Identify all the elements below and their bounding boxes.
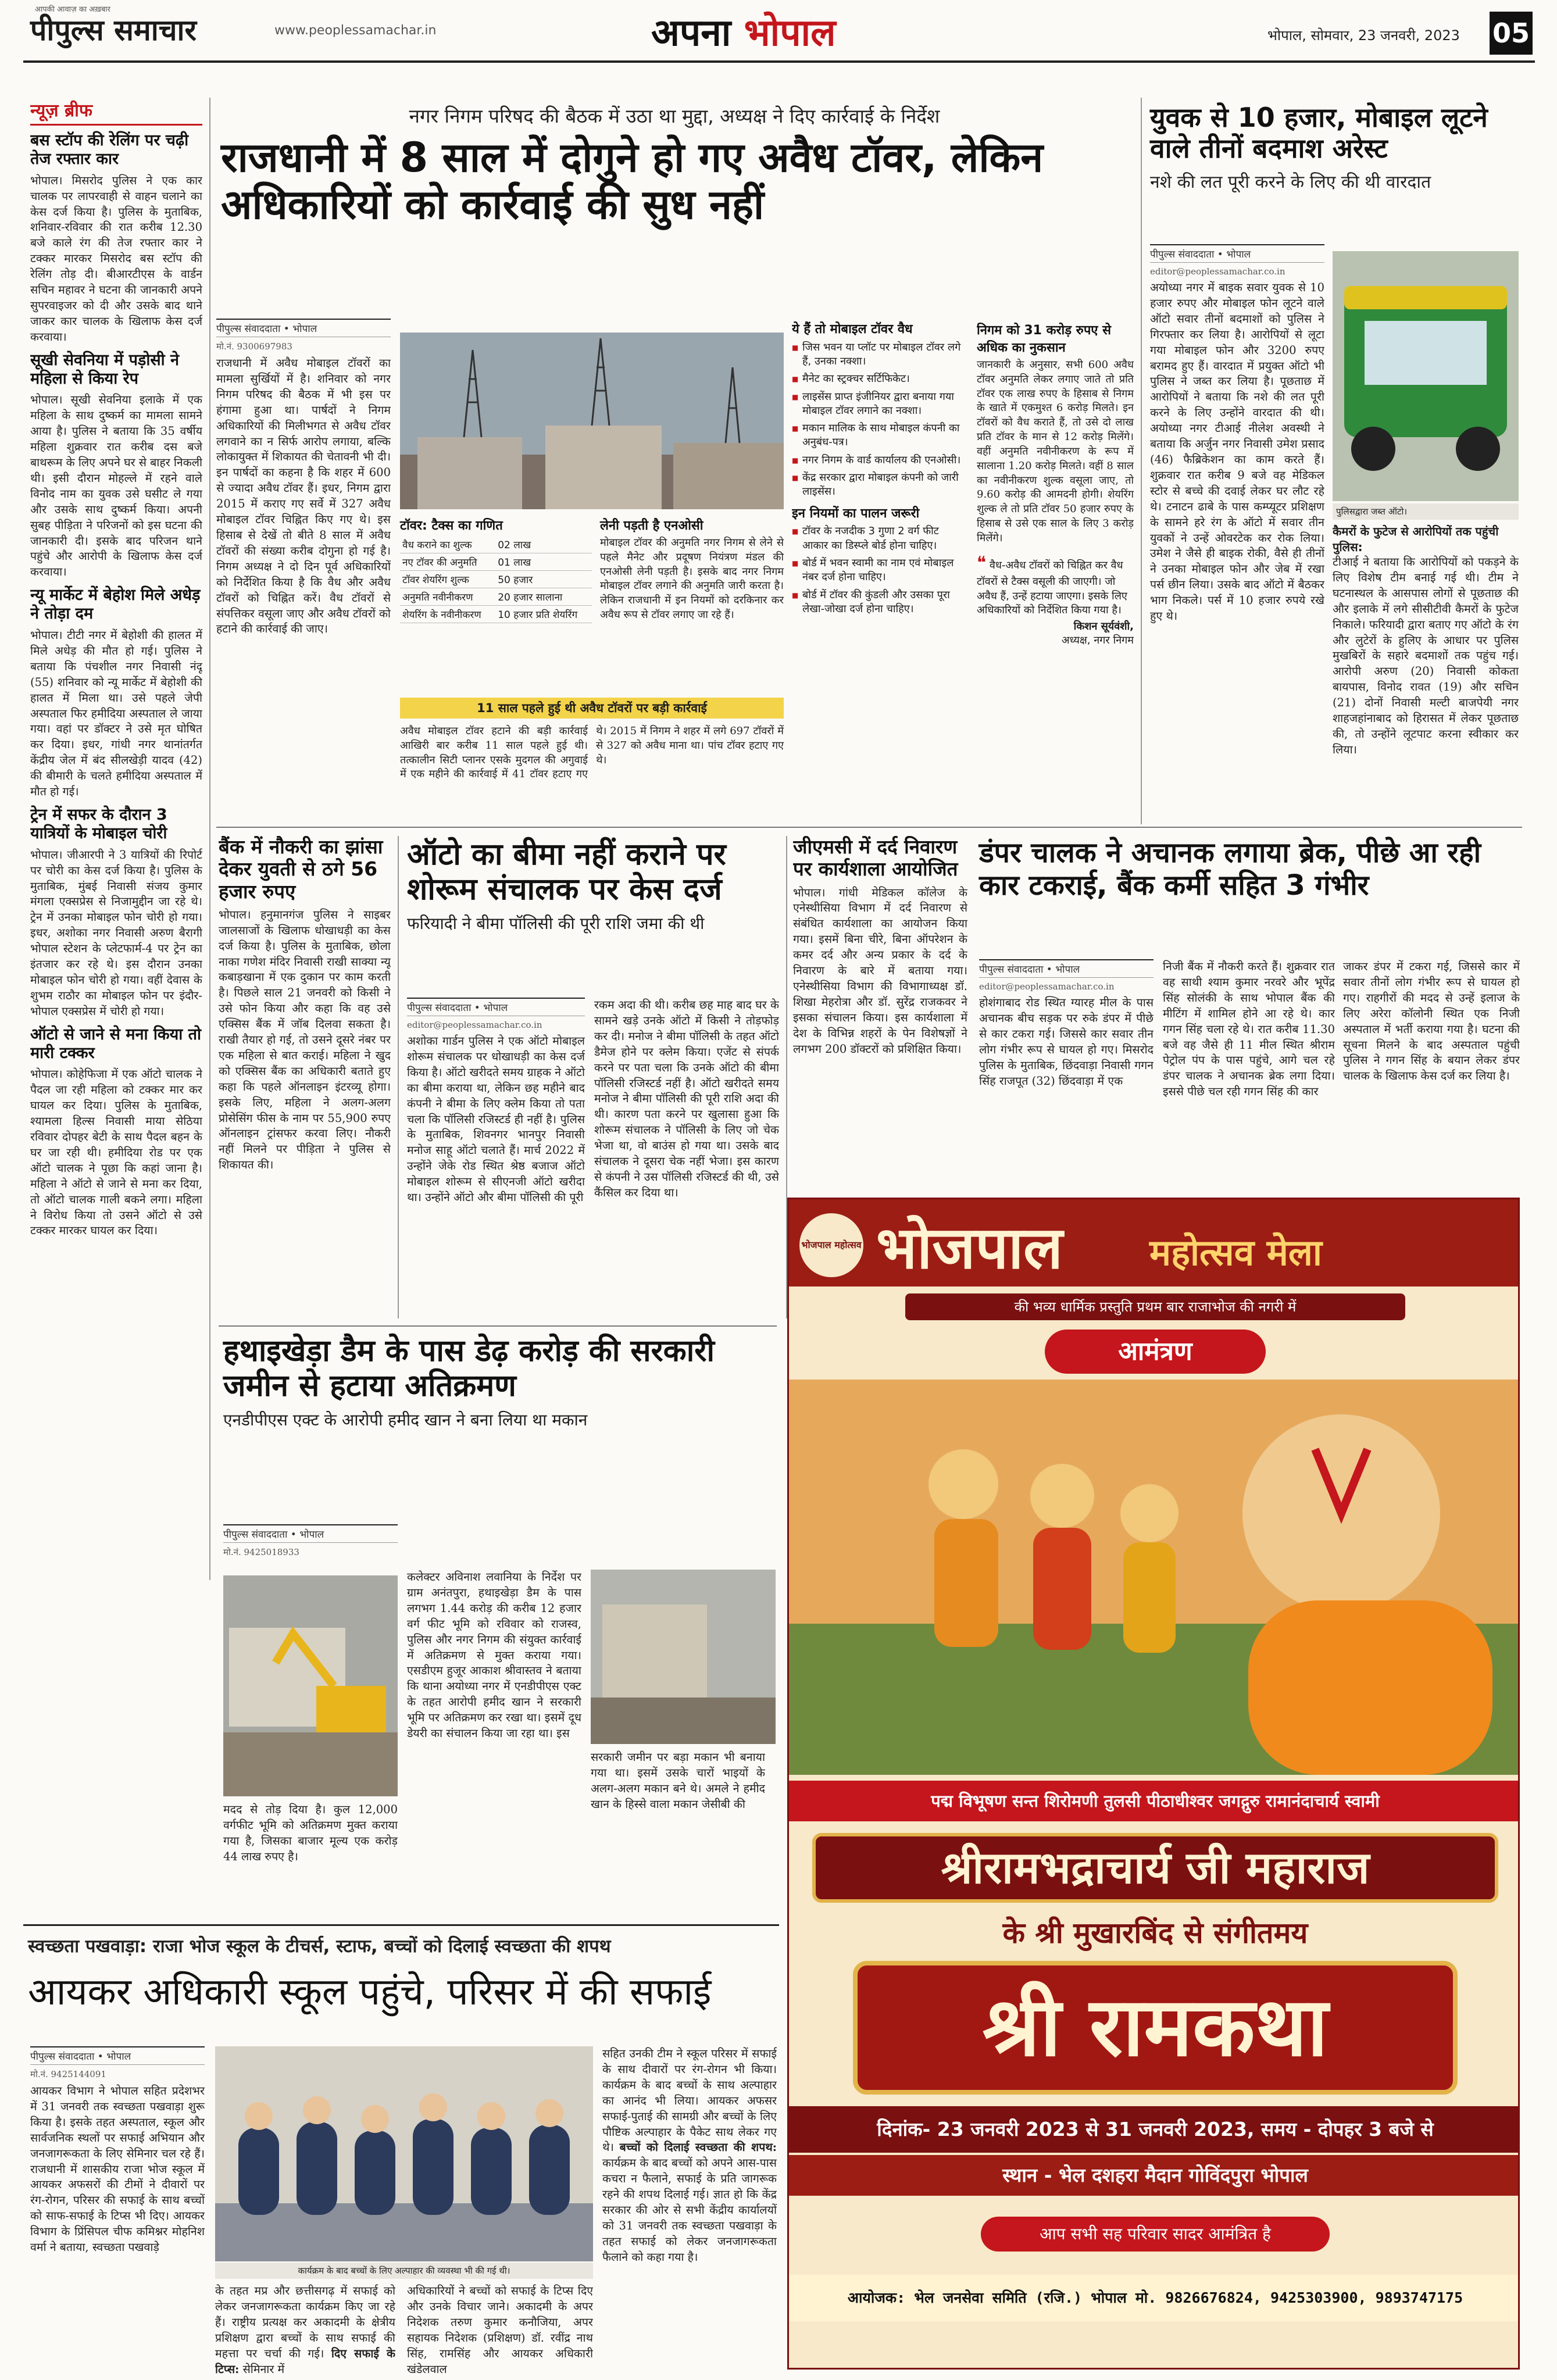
event-dates: दिनांक- 23 जनवरी 2023 से 31 जनवरी 2023, समय - दोपहर 3 बजे से [789,2106,1520,2153]
lead-kicker: नगर निगम परिषद की बैठक में उठा था मुद्दा, अध्यक्ष ने दिए कार्रवाई के निर्देश [409,105,940,127]
tax-item: शेयरिंग के नवीनीकरण [400,606,495,623]
ad-artwork [789,1380,1520,1775]
tax-table [400,536,592,623]
invite-badge: आमंत्रण [1045,1330,1266,1374]
rules-list [792,524,966,616]
list-item: ■ नगर निगम के वार्ड कार्यालय की एनओसी। [792,453,966,467]
school-col2 [215,2283,395,2377]
robbery-body-2: टीआई ने बताया कि आरोपियों को पकड़ने के लिए विशेष टीम बनाई गई थी। टीम ने घटनास्थल के आसपास लोगों से पूछताछ की और इलाके में लगे सीसीटीवी कैमरों के फुटेज निकाले। फरियादी द्वारा बताए गए ऑटो के रंग और लुटेरों के हुलिए के आधार पर पुलिस मुखबिरों के सहारे बदमाशों तक पहुंच गई। आरोपी अरुण (20) निवासी कोकता बायपास, विनोद रावत (19) और सचिन (21) दोनों निवासी मल्टी बाजपेयी नगर शाहजहांनाबाद को हिरासत में लेकर पूछताछ की, तो उन्होंने लूटपाट करना स्वीकार कर लिया। [1333,555,1519,756]
dumper-headline: डंपर चालक ने अचानक लगाया ब्रेक, पीछे आ रही कार टकराई, बैंक कर्मी सहित 3 गंभीर [979,837,1481,902]
insurance-body-2: रकम अदा की थी। करीब छह माह बाद घर के सामने खड़े उनके ऑटो में किसी ने तोड़फोड़ कर दी। मनोज ने बीमा पॉलिसी के तहत ऑटो डैमेज होने पर क्लेम किया। एजेंट से संपर्क करने पर पता चला कि उनके ऑटो की बीमा पॉलिसी रजिस्टर्ड नहीं है। ऑटो खरीदते समय मनोज ने बीमा पॉलिसी की पूरी राशि अदा की थी। कारण पता करने पर खुलासा हुआ कि शोरूम संचालक ने पॉलिसी के लिए जो चेक भेजा था, वो बाउंस हो गया था। उसके बाद संचालक ने दूसरा चेक नहीं भेजा। इस कारण से कंपनी ने उस पॉलिसी रजिस्टर्ड की थी, उसे कैंसिल कर दिया था। [594,998,779,1199]
robbery-body: अयोध्या नगर में बाइक सवार युवक से 10 हजार रुपए और मोबाइल फोन लूटने वाले ऑटो सवार तीनों बदमाशों को पुलिस ने गिरफ्तार कर लिया है। आरोपियों से लूटा गया मोबाइल फोन और 3200 रुपए बरामद हुए हैं। वारदात में प्रयुक्त ऑटो भी पुलिस ने जब्त कर लिया है। पूछताछ में आरोपियों ने बताया कि नशे की लत पूरी करने के लिए उन्होंने वारदात की थी। अयोध्या नगर टीआई नीलेश अवस्थी ने बताया कि अर्जुन नगर निवासी उमेश प्रसाद (46) फैब्रिकेशन का काम करते हैं। शुक्रवार रात करीब 9 बजे वह मेडिकल स्टोर से बच्चे की दवाई लेकर घर लौट रहे थे। टनाटन ढाबे के पास कम्प्यूटर प्रशिक्षण के सामने हरे रंग के ऑटो में सवार तीन युवकों ने उन्हें ओवरटेक कर रोक लिया। उमेश ने जैसे ही बाइक रोकी, वैसे ही तीनों ने उनका मोबाइल फोन और जेब में रखा पर्स छीन लिया। उसके बाद ऑटो में बैठकर भाग निकले। पर्स में 10 हजार रुपये रखे हुए थे। [1150,281,1324,623]
tax-item: टॉवर शेयरिंग शुल्क [400,571,495,588]
school-body-2b: सेमिनार में [242,2362,285,2376]
school-body-4 [602,2046,777,2265]
list-item: ■ मकान मालिक के साथ मोबाइल कंपनी का अनुबंध-पत्र। [792,421,966,450]
brief-body: भोपाल। सूखी सेवनिया इलाके में एक महिला के साथ दुष्कर्म का मामला सामने आया है। पुलिस ने बताया कि 35 वर्षीय महिला शुक्रवार रात करीब दस बजे बाथरूम के लिए अपने घर से बाहर निकली थी। इसी दौरान मोहल्ले में रहने वाले विनोद नाम का युवक उसे घसीट ले गया और उसके साथ दुष्कर्म किया। अपनी सुबह पीड़िता ने परिजनों को इस घटना की जानकारी दी। इसके बाद परिजन थाने पहुंचे और आरोपी के खिलाफ केस दर्ज करवाया। [30,393,202,579]
dam-col2 [407,1570,581,1930]
tax-box-title: टॉवर: टैक्स का गणित [400,519,503,533]
tax-value: 20 हजार सालाना [495,588,592,606]
reporter-mobile: मो.नं. 9425018933 [223,1547,299,1557]
brief-body: भोपाल। जीआरपी ने 3 यात्रियों की रिपोर्ट पर चोरी का केस दर्ज किया है। पुलिस के मुताबिक, मुंबई निवासी संजय कुमार मंगला एक्सप्रेस से निजामुद्दीन जा रहे थे। ट्रेन में उनका मोबाइल फोन चोरी हो गया। इधर, अशोका नगर निवासी अरुण बैरागी भोपाल स्टेशन के प्लेटफार्म-4 पर ट्रेन का इंतजार कर रहे थे। इस दौरान उनका मोबाइल फोन चोरी हो गया। वहीं देवास के शुभम राठौर का मोबाइल फोन पर इंदौर-भोपाल एक्सप्रेस में चोरी हो गया। [30,848,202,1018]
insurance-col2 [594,998,779,1323]
legal-list [792,341,966,499]
lead-body: राजधानी में अवैध मोबाइल टॉवरों का मामला सुर्खियों में है। शनिवार को नगर निगम परिषद की बैठक में भी इस पर हंगामा हुआ था। पार्षदों ने निगम अधिकारियों की मिलीभगत से अवैध टॉवर लगवाने का न सिर्फ आरोप लगाया, बल्कि लोकायुक्त में शिकायत की चेतावनी भी दी। इन पार्षदों का कहना है कि शहर में 600 से ज्यादा अवैध टॉवर हैं। इधर, निगम द्वारा 2015 में कराए गए सर्वे में 327 अवैध मोबाइल टॉवर चिह्नित किए गए थे। इस हिसाब से देखें तो बीते 8 साल में अवैध टॉवरों की संख्या करीब दोगुना हो गई है। निगम अध्यक्ष ने दो दिन पूर्व अधिकारियों को निर्देशित किया है कि वैध और अवैध टॉवरों को चिह्नित करें। वैध टॉवरों से संपत्तिकर वसूला जाए और अवैध टॉवरों को हटाने की कार्रवाई की जाए। [216,356,391,636]
school-body-3: अधिकारियों ने बच्चों को सफाई के टिप्स दिए और उनके विचार जाने। अकादमी के अपर निदेशक तरुण कुमार कनौजिया, अपर सहायक निदेशक (प्रशिक्षण) डॉ. रवींद्र नाथ सिंह, रामसिंह और आयकर अधिकारी खंडेलवाल [407,2284,593,2376]
dam-col4 [223,1802,398,1930]
ramkatha-advertisement[interactable] [787,1198,1520,2370]
job-headline: बैंक में नौकरी का झांसा देकर युवती से ठगे 56 हजार रुपए [219,836,383,903]
dumper-col1 [979,959,1154,1189]
family-invite: आप सभी सह परिवार सादर आमंत्रित है [981,2217,1330,2252]
banner-strip: 11 साल पहले हुई थी अवैध टॉवरों पर बड़ी कार्रवाई [400,698,784,719]
quote-icon: ❝ [977,552,987,573]
dam-body-3: मदद से तोड़ दिया है। कुल 12,000 वर्गफीट भूमि को अतिक्रमण मुक्त कराया गया है, जिसका बाजार मूल्य एक करोड़ 44 लाख रुपए है। [223,1803,398,1863]
event-venue: स्थान - भेल दशहरा मैदान गोविंदपुरा भोपाल [789,2155,1520,2196]
robbery-sub: नशे की लत पूरी करने के लिए की थी वारदात [1150,171,1431,192]
byline: पीपुल्स संवाददाता • भोपाल [216,319,391,337]
dumper-header [979,837,1520,902]
school-body-4b: कार्यक्रम के बाद बच्चों को अपने आस-पास कचरा न फैलाने, सफाई के प्रति जागरूक रहने की शपथ दिलाई गई। ज्ञात हो कि केंद्र सरकार की ओर से सभी केंद्रीय कार्यालयों को 31 जनवरी तक स्वच्छता पखवाड़ा के तहत सफाई को लेकर जनजागरूकता फैलाने को कहा गया है। [602,2156,777,2264]
loss-box [977,319,1134,819]
list-item: ■ बोर्ड में भवन स्वामी का नाम एवं मोबाइल नंबर दर्ज होना चाहिए। [792,556,966,585]
festival-logo: भोजपाल महोत्सव [799,1213,863,1277]
school-body-2 [215,2283,395,2377]
dam-col3 [591,1750,765,1866]
tower-photo [400,333,784,509]
school-group-illustration [215,2046,593,2261]
table-row [400,588,592,606]
ad-sub: की भव्य धार्मिक प्रस्तुति प्रथम बार राजाभोज की नगरी में [905,1293,1405,1320]
tax-value: 02 लाख [495,536,592,553]
section-rule [219,1325,777,1327]
lead-story-header [221,102,1128,228]
column-divider [398,836,399,1318]
page-number: 05 [1490,12,1533,55]
brief-headline: न्यू मार्केट में बेहोश मिले अधेड़ ने तोड़ा दम [30,586,201,623]
dam-body-2: सरकारी जमीन पर बड़ा मकान भी बनाया गया था। इसमें उसके चारों भाइयों के अलग-अलग मकान बने थे। अमले ने हमीद खान के हिस्से वाला मकान जेसीबी की [591,1750,765,1811]
insurance-body: अशोका गार्डन पुलिस ने एक ऑटो मोबाइल शोरूम संचालक पर धोखाधड़ी का केस दर्ज किया है। ऑटो खरीदते समय ग्राहक ने ऑटो का बीमा कराया था, लेकिन छह महीने बाद कंपनी ने बीमा के लिए क्लेम किया तो पता चला कि पॉलिसी रजिस्टर्ड ही नहीं है। पुलिस के मुताबिक, शिवनगर भानपुर निवासी मनोज साहू ऑटो चलाते हैं। मार्च 2022 में उन्होंने जेके रोड स्थित श्रेष्ठ बजाज ऑटो मोबाइल शोरूम से सीएनजी ऑटो खरीदा था। उन्होंने ऑटो और बीमा पॉलिसी की पूरी [407,1034,585,1205]
list-item: ■ केंद्र सरकार द्वारा मोबाइल कंपनी को जारी लाइसेंस। [792,471,966,499]
reporter-mobile: मो.नं. 9425144091 [30,2069,106,2079]
issue-date: भोपाल, सोमवार, 23 जनवरी, 2023 [1267,27,1460,44]
school-subhead: बच्चों को दिलाई स्वच्छता की शपथ: [619,2140,777,2154]
tax-item: वैध कराने का शुल्क [400,536,495,553]
brief-headline: सूखी सेवनिया में पड़ोसी ने महिला से किया रेप [30,351,179,388]
legal-box [792,319,966,819]
ad-title-2: महोत्सव मेला [1149,1231,1322,1274]
guru-name: श्रीरामभद्राचार्य जी महाराज [812,1833,1498,1903]
insurance-sub: फरियादी ने बीमा पॉलिसी की पूरी राशि जमा की थी [407,913,705,933]
news-brief-column [30,98,202,1580]
job-scam-story [219,836,391,1586]
section-title: अपना भोपाल [651,12,836,55]
masthead [23,0,1535,69]
noc-title: लेनी पड़ती है एनओसी [600,519,703,533]
quote-name: किशन सूर्यवंशी, [1073,620,1134,633]
gmc-story [793,836,967,1185]
loss-title: निगम को 31 करोड़ रुपए से अधिक का नुकसान [977,323,1112,355]
school-col4 [602,2046,777,2372]
demolition-photo-2 [591,1570,776,1744]
table-row [400,553,592,571]
table-row [400,606,592,623]
byline: पीपुल्स संवाददाता • भोपाल [30,2046,205,2065]
dam-sub: एनडीपीएस एक्ट के आरोपी हमीद खान ने बना लिया था मकान [223,1410,588,1430]
dam-headline: हथाइखेड़ा डैम के पास डेढ़ करोड़ की सरकारी जमीन से हटाया अतिक्रमण [223,1334,715,1404]
dam-body: कलेक्टर अविनाश लवानिया के निर्देश पर ग्राम अनंतपुरा, हथाइखेड़ा डैम के पास लगभग 1.44 करोड़ की करीब 12 हजार वर्ग फीट भूमि को रविवार को राजस्व, पुलिस और नगर निगम की संयुक्त कार्रवाई में अतिक्रमण से मुक्त कराया गया। एसडीएम हुजूर आकाश श्रीवास्तव ने बताया कि थाना अयोध्या नगर में एनडीपीएस एक्ट के तहत आरोपी हमीद खान ने सरकारी भूमि पर अतिक्रमण कर रखा था। इसमें दूध डेयरी का संचालन किया जा रहा था। इस [407,1570,581,1741]
reporter-email: editor@peoplessamachar.co.in [979,981,1115,992]
insurance-headline: ऑटो का बीमा नहीं कराने पर शोरूम संचालक पर केस दर्ज [407,837,726,907]
quote-block [977,552,1134,648]
demolition-illustration [223,1575,398,1796]
organizer-line: आयोजक: भेल जनसेवा समिति (रजि.) भोपाल मो. 9826676824, 9425303900, 9893747175 [789,2275,1520,2321]
tax-box [400,514,592,688]
robbery-header [1150,102,1522,193]
list-item: ■ टॉवर के नजदीक 3 गुणा 2 वर्ग फीट आकार का डिस्प्ले बोर्ड होना चाहिए। [792,524,966,553]
tax-value: 50 हजार [495,571,592,588]
robbery-subhead: कैमरों के फुटेज से आरोपियों तक पहुंची पुलिस: [1333,524,1499,554]
brief-headline: ऑटो से जाने से मना किया तो मारी टक्कर [30,1025,202,1062]
ramkatha-title: श्री रामकथा [853,1961,1458,2095]
robbery-headline: युवक से 10 हजार, मोबाइल लूटने वाले तीनों बदमाश अरेस्ट [1150,102,1488,165]
school-body-4-text: सहित उनकी टीम ने स्कूल परिसर में सफाई के साथ दीवारों पर रंग-रोगन भी किया। कार्यक्रम के बाद बच्चों के साथ अल्पाहार का आनंद भी लिया। आयकर अफसर सफाई-पुताई की सामग्री और बच्चों के लिए पौष्टिक अल्पाहार के पैकेट साथ लेकर गए थे। [602,2047,777,2154]
loss-body: जानकारी के अनुसार, सभी 600 अवैध टॉवर अनुमति लेकर लगाए जाते तो प्रति टॉवर एक लाख रुपए के हिसाब से निगम के खाते में एकमुश्त 6 करोड़ मिलते। इन टॉवरों को वैध कराते हैं, तो उसे दो लाख प्रति टॉवर के मान से 12 करोड़ मिलेंगे। वहीं अनुमति नवीनीकरण के रूप में सालाना 1.20 करोड़ मिलते। वहीं 8 साल का नवीनीकरण शुल्क वसूला जाए, तो 9.60 करोड़ की आमदनी होगी। शेयरिंग शुल्क ले तो प्रति टॉवर 50 हजार रुपए के हिसाब से उसे एक साल के लिए 3 करोड़ मिलेंगे। [977,359,1134,544]
school-header [28,1934,778,2016]
gmc-body: भोपाल। गांधी मेडिकल कॉलेज के एनेस्थीसिया विभाग में दर्द निवारण से संबंधित कार्यशाला का आयोजन किया गया। इसमें बिना चीरे, बिना ऑपरेशन के कमर दर्द और अन्य प्रकार के दर्द के निवारण के बारे में बताया गया। एनेस्थीसिया विभाग की विभागाध्यक्ष डॉ. शिखा मेहरोत्रा और डॉ. सुरेंद्र राजकवर ने इसका संचालन किया। इस कार्यशाला में देश के विभिन्न शहरों के पेन विशेषज्ञों ने लगभग 200 डॉक्टरों को प्रशिक्षित किया। [793,885,967,1056]
reporter-mobile: मो.नं. 9300697983 [216,341,292,352]
school-body: आयकर विभाग ने भोपाल सहित प्रदेशभर में 31 जनवरी तक स्वच्छता पखवाड़ा शुरू किया है। इसके तहत अस्पताल, स्कूल और सार्वजनिक स्थलों पर सफाई अभियान और जनजागरूकता के लिए सेमिनार चल रहे हैं। राजधानी में शासकीय राजा भोज स्कूल में आयकर अफसरों की टीमों ने दीवारों पर रंग-रोगन, परिसर की सफाई के साथ बच्चों को साफ-सफाई के टिप्स भी दिए। आयकर विभाग के प्रिंसिपल चीफ कमिश्नर मोहनिश वर्मा ने बताया, स्वच्छता पखवाड़े [30,2084,205,2254]
dumper-body-3: जाकर डंपर में टकरा गई, जिससे कार में सवार तीनों लोग गंभीर रूप से घायल हो गए। राहगीरों की मदद से उन्हें इलाज के लिए अरेरा कॉलोनी स्थित एक निजी अस्पताल में भर्ती कराया गया है। घटना की सूचना मिलने के बाद अस्पताल पहुंची पुलिस ने गगन सिंह के बयान लेकर डंपर चालक के खिलाफ केस दर्ज कर लिया है। [1343,960,1520,1083]
legal-title: ये हैं तो मोबाइल टॉवर वैध [792,322,913,337]
tax-value: 10 हजार प्रति शेयरिंग [495,606,592,623]
ad-title-1: भोजपाल [876,1214,1063,1282]
dumper-body-2: निजी बैंक में नौकरी करते हैं। शुक्रवार रात वह साथी श्याम कुमार नरवरे और भूपेंद्र सिंह सोलंकी के साथ भोपाल बैंक की मीटिंग में शामिल होने आ रहे थे। कार गगन सिंह चला रहे थे। रात करीब 11.30 बजे वह जैसे ही 11 मील स्थित श्रीराम पेट्रोल पंप के पास पहुंचे, आगे चल रहे डंपर चालक ने अचानक ब्रेक लगा दिया। इससे पीछे चल रही गगन सिंह की कार [1163,960,1335,1099]
dumper-col2 [1163,959,1335,1189]
byline: पीपुल्स संवाददाता • भोपाल [979,959,1154,978]
insurance-header [407,837,779,934]
byline: पीपुल्स संवाददाता • भोपाल [1150,244,1324,263]
list-item: ■ लाइसेंस प्राप्त इंजीनियर द्वारा बनाया गया मोबाइल टॉवर लगाने का नक्शा। [792,390,966,419]
lead-story-col1 [216,319,391,819]
reporter-email: editor@peoplessamachar.co.in [407,1020,542,1030]
banner-text: अवैध मोबाइल टॉवर हटाने की बड़ी कार्रवाई आखिरी बार करीब 11 साल पहले हुई थी। तत्कालीन सिटी प्लानर एसके मुदगल की अगुवाई में एक महीने की कार्रवाई में 41 टॉवर हटाए गए थे। 2015 में निगम ने शहर में लगे 697 टॉवरों में से 327 को अवैध माना था। पांच टॉवर हटाए गए थे। [400,725,784,781]
section-rule [23,1924,779,1926]
reporter-email: editor@peoplessamachar.co.in [1150,266,1285,277]
tax-item: नए टॉवर की अनुमति [400,553,495,571]
school-subhead: दिए सफाई के टिप्स: [215,2346,395,2376]
school-photo [215,2046,593,2261]
brief-headline: बस स्टॉप की रेलिंग पर चढ़ी तेज रफ्तार कार [30,131,189,168]
masthead-rule [23,60,1535,63]
insurance-col1 [407,998,585,1323]
list-item: ■ जिस भवन या प्लॉट पर मोबाइल टॉवर लगे हैं, उनका नक्शा। [792,341,966,369]
brief-body: भोपाल। टीटी नगर में बेहोशी की हालत में मिले अधेड़ की मौत हो गई। पुलिस ने बताया कि पंचशील नगर निवासी नंदू (55) शनिवार को न्यू मार्केट में बेहोशी की हालत में मिला था। उसे पहले जेपी अस्पताल फिर हमीदिया अस्पताल ले जाया गया। वहां पर डॉक्टर ने उसे मृत घोषित कर दिया। इधर, गांधी नगर थानांतर्गत केंद्रीय जेल में बंद सीलखेड़ी यादव (42) की बीमारी के चलते हमीदिया अस्पताल में मौत हो गई। [30,628,202,799]
dumper-body: होशंगाबाद रोड स्थित ग्यारह मील के पास अचानक बीच सड़क पर रुके डंपर में पीछे से कार टकरा गई। जिससे कार सवार तीन लोग गंभीर रूप से घायल हो गए। मिसरोद पुलिस के मुताबिक, छिंदवाड़ा निवासी गगन सिंह राजपूत (32) छिंदवाड़ा में एक [979,996,1154,1088]
site-url[interactable]: www.peoplessamachar.in [274,23,437,38]
school-kicker: स्वच्छता पखवाड़ा: राजा भोज स्कूल के टीचर्स, स्टाफ, बच्चों को दिलाई स्वच्छता की शपथ [28,1936,611,1957]
section-rule [216,827,1522,828]
job-body: भोपाल। हनुमानगंज पुलिस ने साइबर जालसाजों के खिलाफ धोखाधड़ी का केस दर्ज किया है। पुलिस के मुताबिक, छोला नाका गणेश मंदिर निवासी राखी साक्या न्यू कबाड़खाना में एक दुकान पर काम करती है। पिछले साल 21 जनवरी को किसी ने उसे फोन किया और कहा कि वह उसे एक्सिस बैंक में जॉब दिलवा सकता है। राखी तैयार हो गई, तो उसने दूसरे नंबर पर एक महिला से बात कराई। महिला ने खुद को एक्सिस बैंक का अधिकारी बताते हुए कहा कि पहले ऑनलाइन इंटरव्यू होगा। इसके लिए, महिला ने अलग-अलग प्रोसेसिंग फीस के नाम पर 55,900 रुपए ऑनलाइन ट्रांसफर करवा लिए। नौकरी नहीं मिलने पर पीड़िता ने पुलिस से शिकायत की। [219,907,391,1172]
sangeet-line: के श्री मुखारबिंद से संगीतमय [1002,1916,1308,1950]
dumper-col3 [1343,959,1520,1189]
byline: पीपुल्स संवाददाता • भोपाल [223,1524,398,1543]
auto-rickshaw-illustration [1333,251,1519,501]
guru-title-line: पद्म विभूषण सन्त शिरोमणी तुलसी पीठाधीश्वर जगद्गुरु रामानंदाचार्य स्वामी [789,1781,1520,1821]
noc-body: मोबाइल टॉवर की अनुमति नगर निगम से लेने से पहले मैनेट और प्रदूषण नियंत्रण मंडल की एनओसी लेनी पड़ती है। इसके बाद नगर निगम मोबाइल टॉवर लगाने की अनुमति जारी करता है। लेकिन राजधानी में इन नियमों को दरकिनार कर अवैध रूप से टॉवर लगाए जा रहे हैं। [600,537,784,621]
tower-photo-illustration [400,333,784,509]
gmc-headline: जीएमसी में दर्द निवारण पर कार्यशाला आयोजित [793,836,958,881]
tax-value: 01 लाख [495,553,592,571]
brand-logo: पीपुल्स समाचार [30,13,197,47]
quote-role: अध्यक्ष, नगर निगम [1061,634,1134,647]
dam-header [223,1334,776,1431]
brief-body: भोपाल। मिसरोद पुलिस ने एक कार चालक पर लापरवाही से वाहन चलाने का केस दर्ज किया है। पुलिस के मुताबिक, शनिवार-रविवार की रात करीब 12.30 बजे काले रंग की तेज रफ्तार कार ने टक्कर मारकर मिसरोद बस स्टॉप की रेलिंग तोड़ दी। बीआरटीएस के वार्डन सचिन महावर ने घटना की जानकारी अपने सुपरवाइजर को दी और उसके बाद थाने जाकर कार चालक के खिलाफ केस दर्ज करवाया। [30,173,202,344]
byline: पीपुल्स संवाददाता • भोपाल [407,998,585,1016]
photo-caption: कार्यक्रम के बाद बच्चों के लिए अल्पाहार की व्यवस्था भी की गई थी। [215,2263,593,2279]
brief-headline: ट्रेन में सफर के दौरान 3 यात्रियों के मोबाइल चोरी [30,805,167,842]
ramdarbar-guru-illustration [789,1380,1520,1775]
school-headline: आयकर अधिकारी स्कूल पहुंचे, परिसर में की सफाई [28,1971,712,2014]
banner-body [400,724,784,817]
list-item: ■ मैनेट का स्ट्रक्चर सर्टिफिकेट। [792,372,966,386]
column-divider [1141,98,1142,824]
brief-body: भोपाल। कोहेफिजा में एक ऑटो चालक ने पैदल जा रही महिला को टक्कर मार कर घायल कर दिया। पुलिस के मुताबिक, श्यामला हिल्स निवासी माया सेठिया रविवार दोपहर बेटी के साथ पैदल बहन के घर जा रही थी। हमीदिया रोड पर एक ऑटो चालक ने पूछा कि कहां जाना है। महिला ने ऑटो से जाने से मना कर दिया, तो ऑटो चालक गाली बकने लगा। महिला ने विरोध किया तो उसने ऑटो से उसे टक्कर मारकर घायल कर दिया। [30,1067,202,1238]
news-brief-label: न्यूज़ ब्रीफ [30,98,202,126]
brand-tagline: आपकी आवाज़ का अख़बार [35,5,110,14]
photo-caption: पुलिसद्वारा जब्त ऑटो। [1333,503,1519,520]
tax-item: अनुमति नवीनीकरण [400,588,495,606]
auto-photo [1333,251,1519,501]
robbery-col1 [1150,244,1324,826]
noc-box [600,514,784,688]
column-divider [209,98,210,1580]
table-row [400,536,592,553]
list-item: ■ बोर्ड में टॉवर की कुंडली और उसका पूरा लेखा-जोखा दर्ज होना चाहिए। [792,588,966,617]
school-body-2-text: के तहत मप्र और छत्तीसगढ़ में सफाई को लेकर जनजागरूकता कार्यक्रम किए जा रहे हैं। राष्ट्रीय प्रत्यक्ष कर अकादमी के क्षेत्रीय प्रशिक्षण द्वारा बच्चों के साथ सफाई की महत्ता पर चर्चा की गई। [215,2284,395,2360]
school-col3 [407,2283,593,2377]
lead-headline: राजधानी में 8 साल में दोगुने हो गए अवैध टॉवर, लेकिन अधिकारियों को कार्रवाई की सुध नहीं [221,134,1044,229]
rules-title: इन नियमों का पालन जरूरी [792,506,920,521]
quote-text: वैध-अवैध टॉवरों को चिह्नित कर वैध टॉवरों से टैक्स वसूली की जाएगी। जो अवैध हैं, उन्हें हटाया जाएगा। इसके लिए अधिकारियों को निर्देशित किया गया है। [977,559,1127,616]
demolition-illustration [591,1570,776,1744]
robbery-col2 [1333,523,1519,826]
demolition-photo [223,1575,398,1796]
school-col1 [30,2046,205,2372]
table-row [400,571,592,588]
